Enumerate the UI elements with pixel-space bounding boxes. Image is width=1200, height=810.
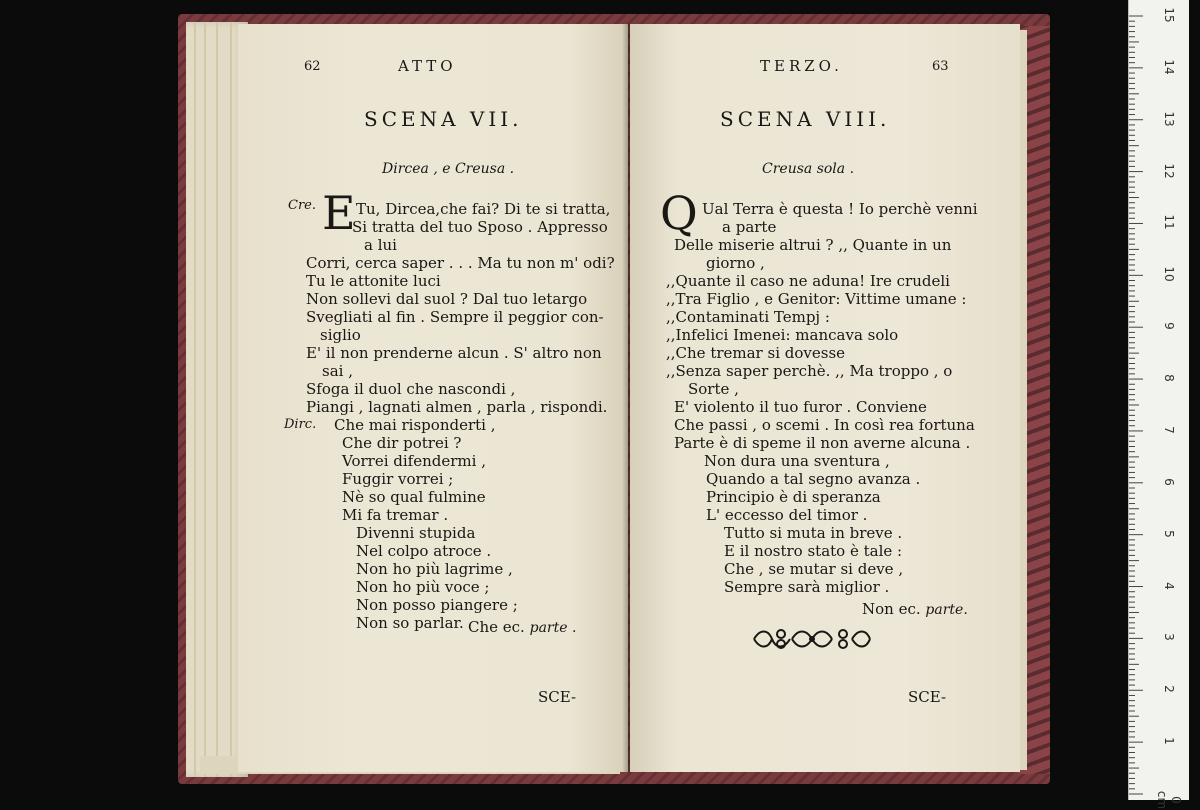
verse-line: Fuggir vorrei ;	[342, 470, 454, 488]
ruler-label: 1	[1162, 737, 1176, 745]
catchword: SCE-	[538, 688, 577, 706]
verse-line: Delle miserie altrui ? ,, Quante in un	[674, 236, 952, 254]
verse-line: E' il non prenderne alcun . S' altro non	[306, 344, 602, 362]
drop-cap: E	[322, 186, 356, 240]
verse-line: Si tratta del tuo Sposo . Appresso	[352, 218, 608, 236]
verse-line: ,,Contaminati Tempj :	[666, 308, 830, 326]
scene-title: SCENA VIII.	[720, 107, 891, 131]
running-head: ATTO	[398, 57, 457, 75]
verse-line: Che dir potrei ?	[342, 434, 462, 452]
verse-line: Piangi , lagnati almen , parla , rispondi.	[306, 398, 608, 416]
characters-line: Dircea , e Creusa .	[382, 161, 515, 177]
ruler-label: 0 cm	[1155, 790, 1183, 810]
verse-line: giorno ,	[706, 254, 765, 272]
ruler-label: 5	[1162, 529, 1176, 538]
verse-line: Principio è di speranza	[706, 488, 881, 506]
verse-line: E' violento il tuo furor . Conviene	[674, 398, 927, 416]
verse-line: ,,Tra Figlio , e Genitor: Vittime umane :	[666, 290, 967, 308]
verse-line: Tutto si muta in breve .	[724, 524, 903, 542]
page-number: 62	[304, 59, 321, 74]
scene-title: SCENA VII.	[364, 107, 523, 131]
verse-line: sai ,	[322, 362, 353, 380]
ruler-label: 10	[1162, 266, 1176, 282]
verse-line: Non posso piangere ;	[356, 596, 518, 614]
exit-line	[862, 600, 968, 619]
verse-line: Non ho più lagrime ,	[356, 560, 513, 578]
verse-line: Che passi , o scemi . In così rea fortuna	[674, 416, 975, 434]
speaker-label: Cre.	[288, 198, 316, 213]
verse-line: Non dura una sventura ,	[704, 452, 890, 470]
ruler-label: 11	[1162, 214, 1176, 231]
verse-line: Corri, cerca saper . . . Ma tu non m' odi?	[306, 254, 615, 272]
verse-line: Sfoga il duol che nascondi ,	[306, 380, 516, 398]
page-number: 63	[932, 59, 949, 74]
verse-line: a parte	[722, 218, 777, 236]
verse-line: Tu le attonite luci	[306, 272, 441, 290]
stage-direction: parte.	[925, 602, 968, 618]
verse-line: E il nostro stato è tale :	[724, 542, 903, 560]
ruler-ticks	[1129, 0, 1189, 800]
ruler-label: 13	[1162, 111, 1176, 127]
ruler-label: 9	[1162, 322, 1176, 330]
verse-line: Non so parlar.	[356, 614, 464, 632]
characters-line: Creusa sola .	[762, 161, 855, 177]
verse-line: Vorrei difendermi ,	[342, 452, 486, 470]
exit-line-text: Che ec.	[468, 618, 525, 636]
verse-line: Divenni stupida	[356, 524, 476, 542]
verse-line: Che mai risponderti ,	[334, 416, 496, 434]
verse-line: Tu, Dircea,che fai? Di te si tratta,	[356, 200, 611, 218]
verse-line: L' eccesso del timor .	[706, 506, 868, 524]
right-page	[630, 24, 1020, 772]
ruler-label: 8	[1162, 374, 1176, 382]
ruler-label: 2	[1162, 685, 1176, 694]
verse-line: ,,Infelici Imenei: mancava solo	[666, 326, 899, 344]
verse-line: siglio	[320, 326, 361, 344]
ruler-label: 7	[1162, 426, 1176, 434]
verse-line: ,,Che tremar si dovesse	[666, 344, 846, 362]
verse-line: Ual Terra è questa ! Io perchè venni	[702, 200, 978, 218]
verse-line: Quando a tal segno avanza .	[706, 470, 921, 488]
ruler-label: 14	[1162, 59, 1176, 75]
verse-line: Parte è di speme il non averne alcuna .	[674, 434, 971, 452]
left-page	[238, 24, 628, 772]
verse-line: Non ho più voce ;	[356, 578, 490, 596]
ruler-label: 6	[1162, 477, 1176, 486]
verse-line: Svegliati al fin . Sempre il peggior con-	[306, 308, 604, 326]
verse-line: Che , se mutar si deve ,	[724, 560, 904, 578]
verse-line: Nè so qual fulmine	[342, 488, 486, 506]
exit-line-text: Non ec.	[862, 600, 921, 618]
ruler-label: 12	[1162, 162, 1176, 179]
ruler-label: 15	[1162, 7, 1176, 23]
exit-line	[468, 618, 576, 637]
verse-line: a lui	[364, 236, 397, 254]
ruler-label: 4	[1162, 581, 1176, 590]
verse-line: ,,Senza saper perchè. ,, Ma troppo , o	[666, 362, 953, 380]
speaker-label: Dirc.	[284, 417, 317, 432]
ruler-label: 3	[1162, 633, 1176, 642]
drop-cap: Q	[660, 186, 698, 240]
verse-line: Non sollevi dal suol ? Dal tuo letargo	[306, 290, 588, 308]
verse-line: Mi fa tremar .	[342, 506, 449, 524]
ornament-icon	[750, 622, 874, 656]
stage-direction: parte .	[529, 620, 577, 636]
verse-line: Sorte ,	[688, 380, 739, 398]
catchword: SCE-	[908, 688, 947, 706]
verse-line: Nel colpo atroce .	[356, 542, 492, 560]
measuring-ruler	[1128, 0, 1189, 810]
running-head: TERZO.	[760, 57, 843, 75]
verse-line: Sempre sarà miglior .	[724, 578, 890, 596]
verse-line: ,,Quante il caso ne aduna! Ire crudeli	[666, 272, 950, 290]
